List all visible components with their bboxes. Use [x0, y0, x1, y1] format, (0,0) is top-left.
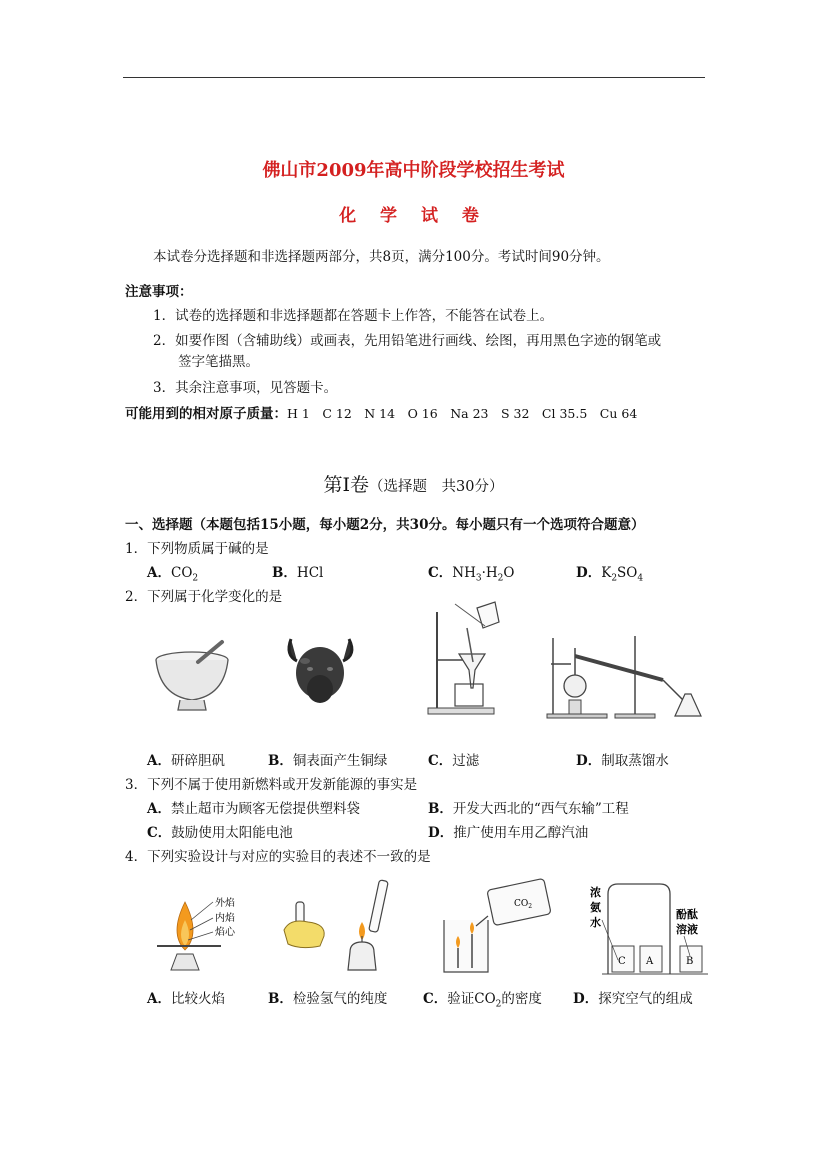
beaker-label-a: A — [646, 956, 654, 967]
q1-c-text: NH — [452, 565, 476, 581]
phenolphthalein-label-1: 酚酞 — [676, 908, 698, 921]
q4-c-text: 验证CO — [447, 991, 496, 1007]
q1-b-letter: B． — [272, 565, 297, 581]
diffusion-experiment-image — [588, 880, 712, 980]
q1-c-letter: C． — [428, 565, 453, 581]
intro-text: 本试卷分选择题和非选择题两部分，共8页，满分100分。考试时间90分钟。 — [153, 249, 610, 265]
exam-subtitle: 化 学 试 卷 — [339, 206, 488, 226]
q4-option-a — [147, 987, 225, 1007]
section-note: （选择题 共30分） — [369, 479, 504, 495]
q2-b-text: 铜表面产生铜绿 — [292, 753, 388, 769]
q1-stem: 1．下列物质属于碱的是 — [125, 541, 269, 557]
q3-d-letter: D． — [428, 825, 454, 841]
flame-label-inner: 内焰 — [215, 913, 235, 924]
atomic-masses — [125, 402, 637, 422]
q3-c-text: 鼓励使用太阳能电池 — [171, 825, 293, 841]
hydrogen-test-image — [280, 880, 395, 975]
q2-d-letter: D． — [576, 753, 602, 769]
q2-option-a — [147, 749, 225, 769]
q1-c-rest2: O — [503, 565, 515, 581]
note-item-2-cont: 签字笔描黑。 — [178, 354, 259, 370]
q1-a-letter: A． — [147, 565, 171, 581]
q3-b-text: 开发大西北的“西气东输”工程 — [452, 801, 629, 817]
flame-label-outer: 外焰 — [215, 898, 235, 909]
q2-option-c — [428, 749, 479, 769]
q4-c-rest: 的密度 — [501, 991, 542, 1007]
copper-head-image — [283, 637, 358, 717]
q2-b-letter: B． — [268, 753, 293, 769]
atomic-masses-values: H 1 C 12 N 14 O 16 Na 23 S 32 Cl 35.5 Cu 64 — [287, 406, 638, 421]
q1-d-rest: SO — [617, 565, 638, 581]
q2-a-text: 研碎胆矾 — [170, 753, 225, 769]
ammonia-label-2: 氨 — [590, 901, 601, 914]
flame-layers-image — [155, 890, 245, 975]
q4-d-text: 探究空气的组成 — [598, 991, 693, 1007]
filtration-apparatus-image — [425, 598, 500, 718]
ammonia-label-3: 水 — [590, 916, 601, 929]
q4-option-c — [423, 987, 542, 1010]
q4-b-text: 检验氢气的纯度 — [292, 991, 388, 1007]
q2-option-b — [268, 749, 387, 769]
co2-density-image — [440, 878, 552, 978]
mortar-pestle-image — [150, 638, 235, 718]
q4-stem: 4．下列实验设计与对应的实验目的表述不一致的是 — [125, 849, 431, 865]
phenolphthalein-label-2: 溶液 — [676, 923, 698, 936]
q1-a-sub: 2 — [192, 573, 199, 584]
q2-c-text: 过滤 — [452, 753, 480, 769]
q1-d-letter: D． — [576, 565, 602, 581]
q3-option-b — [428, 797, 629, 817]
exam-title: 佛山市2009年高中阶段学校招生考试 — [262, 160, 565, 181]
q1-d-sub: 2 — [611, 573, 618, 584]
note-item-2: 2．如要作图（含辅助线）或画表，先用铅笔进行画线、绘图，再用黑色字迹的钢笔或 — [153, 333, 662, 349]
q4-option-d — [573, 987, 693, 1007]
q1-c-sub2: 2 — [497, 573, 504, 584]
q4-c-letter: C． — [423, 991, 448, 1007]
q4-c-sub: 2 — [495, 999, 502, 1010]
q2-d-text: 制取蒸馏水 — [601, 753, 669, 769]
q2-stem: 2．下列属于化学变化的是 — [125, 589, 283, 605]
q1-option-a — [147, 561, 198, 584]
q2-a-letter: A． — [147, 753, 171, 769]
q1-a-text: CO — [170, 565, 193, 581]
q4-a-letter: A． — [147, 991, 171, 1007]
q1-d-text: K — [601, 565, 612, 581]
beaker-label-b: B — [686, 956, 694, 967]
q3-b-letter: B． — [428, 801, 453, 817]
q3-c-letter: C． — [147, 825, 172, 841]
section-instructions: 一、选择题（本题包括15小题，每小题2分，共30分。每小题只有一个选项符合题意） — [125, 517, 645, 533]
q3-d-text: 推广使用车用乙醇汽油 — [453, 825, 589, 841]
q3-a-letter: A． — [147, 801, 171, 817]
note-item-3: 3．其余注意事项，见答题卡。 — [153, 380, 338, 396]
q1-c-rest: ·H — [481, 565, 498, 581]
beaker-label-c: C — [618, 956, 626, 967]
co2-flask-label: $CO_2$ — [514, 899, 533, 910]
q2-c-letter: C． — [428, 753, 453, 769]
distillation-apparatus-image — [545, 630, 705, 720]
q4-b-letter: B． — [268, 991, 293, 1007]
q1-option-d — [576, 561, 643, 584]
q1-c-sub: 3 — [475, 573, 482, 584]
section-title — [0, 470, 827, 497]
q4-option-b — [268, 987, 387, 1007]
q3-option-a — [147, 797, 360, 817]
notes-heading: 注意事项： — [125, 284, 193, 300]
note-item-1: 1．试卷的选择题和非选择题都在答题卡上作答，不能答在试卷上。 — [153, 308, 554, 324]
q1-option-c — [428, 561, 514, 584]
q1-option-b — [272, 561, 323, 581]
q3-option-d — [428, 821, 588, 841]
q1-d-sub2: 4 — [637, 573, 644, 584]
section-name: 第Ⅰ卷 — [323, 474, 370, 496]
atomic-masses-label: 可能用到的相对原子质量： — [125, 406, 287, 422]
q4-d-letter: D． — [573, 991, 599, 1007]
q1-b-text: HCl — [296, 565, 324, 581]
q4-a-text: 比较火焰 — [170, 991, 225, 1007]
q3-stem: 3．下列不属于使用新燃料或开发新能源的事实是 — [125, 777, 418, 793]
q2-option-d — [576, 749, 669, 769]
q3-a-text: 禁止超市为顾客无偿提供塑料袋 — [170, 801, 360, 817]
header-rule — [123, 77, 705, 78]
flame-label-core: 焰心 — [215, 927, 235, 938]
q3-option-c — [147, 821, 293, 841]
ammonia-label-1: 浓 — [590, 886, 601, 899]
